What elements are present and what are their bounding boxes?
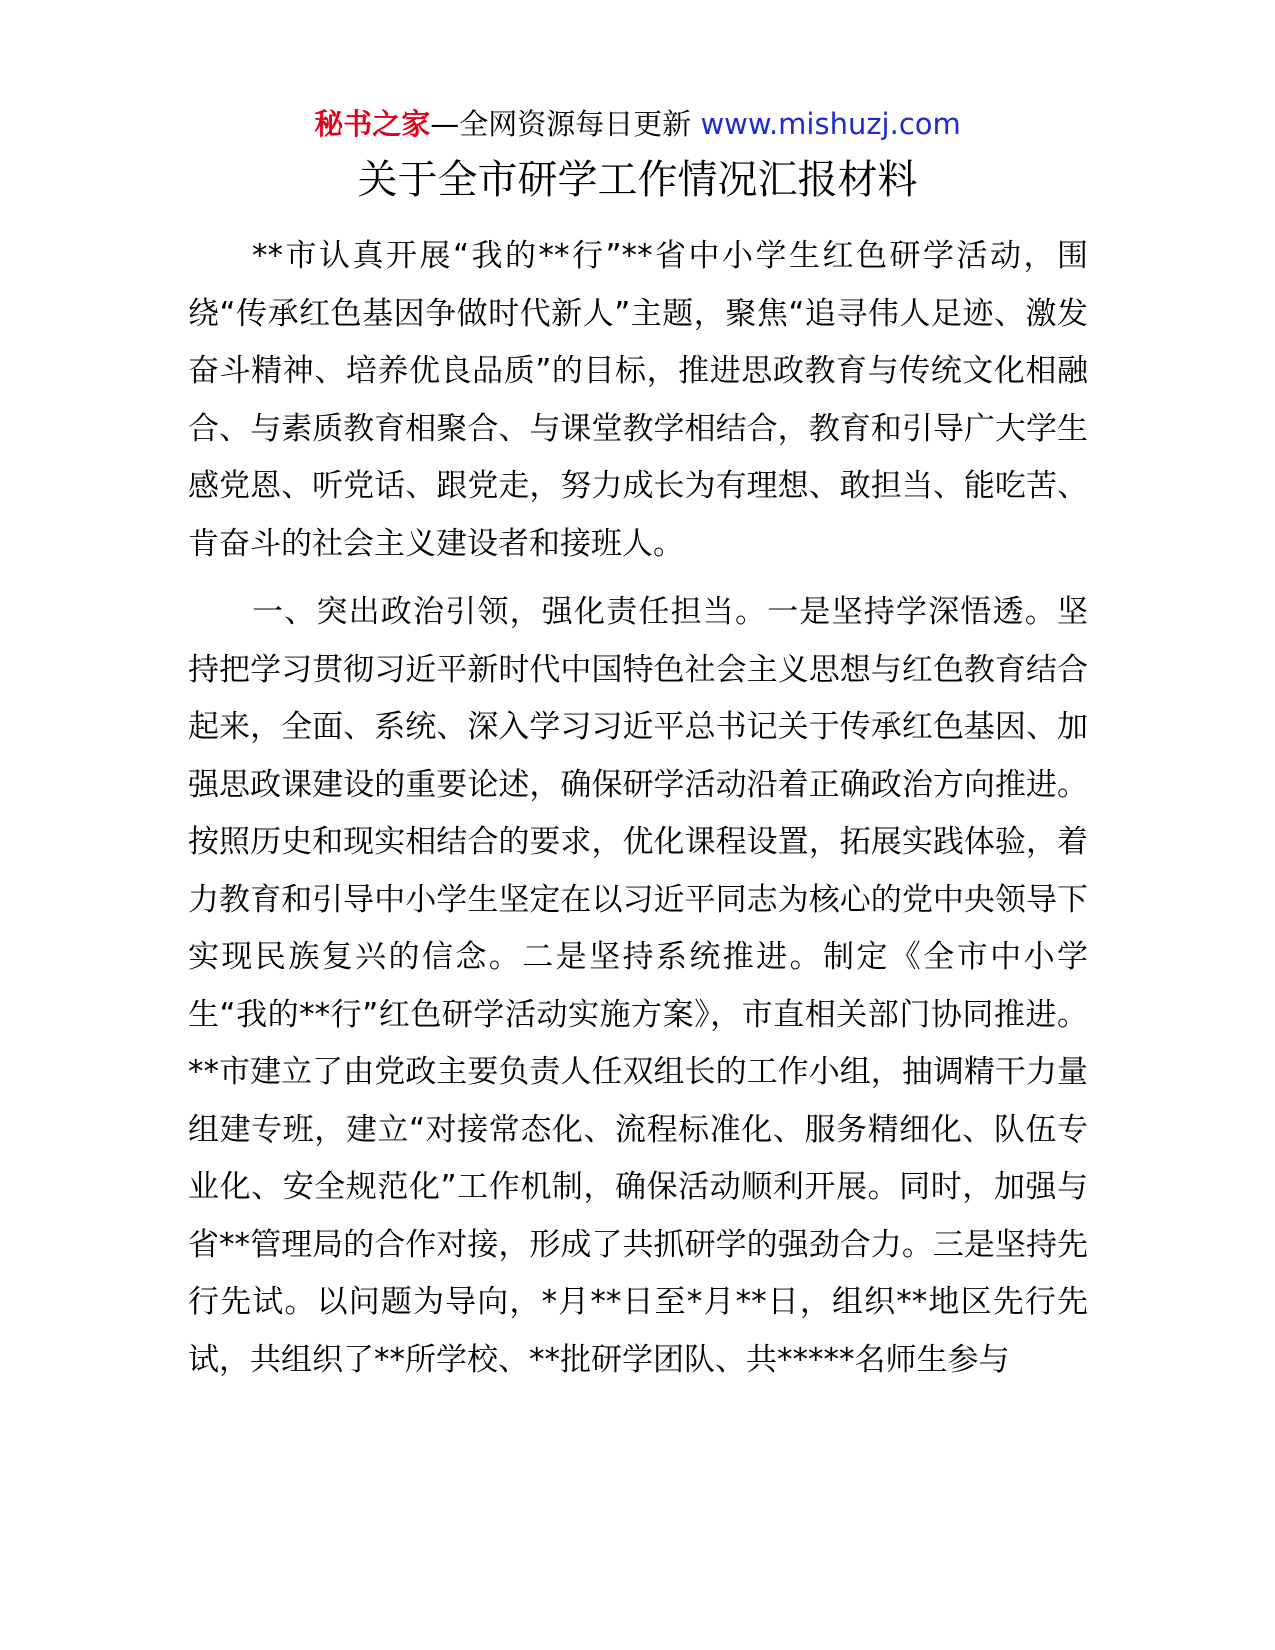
site-url-link[interactable]: www.mishuzj.com (700, 107, 961, 141)
document-body (188, 228, 1088, 1389)
section-one-paragraph: 一、突出政治引领，强化责任担当。一是坚持学深悟透。坚持把学习贯彻习近平新时代中国特色社会主义思想与红色教育结合起来，全面、系统、深入学习习近平总书记关于传承红色基因、加强思政课建设的重要论述，确保研学活动沿着正确政治方向推进。按照历史和现实相结合的要求，优化课程设置，拓展实践体验，着力教育和引导中小学生坚定在以习近平同志为核心的党中央领导下实现民族复兴的信念。二是坚持系统推进。制定《全市中小学生“我的**行”红色研学活动实施方案》，市直相关部门协同推进。**市建立了由党政主要负责人任双组长的工作小组，抽调精干力量组建专班，建立“对接常态化、流程标准化、服务精细化、队伍专业化、安全规范化”工作机制，确保活动顺利开展。同时，加强与省**管理局的合作对接，形成了共抓研学的强劲合力。三是坚持先行先试。以问题为导向，*月**日至*月**日，组织**地区先行先试，共组织了**所学校、**批研学团队、共*****名师生参与 (188, 594, 1088, 1378)
brand-name: 秘书之家 (314, 107, 431, 141)
site-header (0, 104, 1275, 144)
header-tagline: —全网资源每日更新 (430, 107, 701, 141)
document-title: 关于全市研学工作情况汇报材料 (357, 157, 918, 203)
intro-paragraph: **市认真开展“我的**行”**省中小学生红色研学活动，围绕“传承红色基因争做时代新人”主题，聚焦“追寻伟人足迹、激发奋斗精神、培养优良品质”的目标，推进思政教育与传统文化相融合、与素质教育相聚合、与课堂教学相结合，教育和引导广大学生感党恩、听党话、跟党走，努力成长为有理想、敢担当、能吃苦、肯奋斗的社会主义建设者和接班人。 (188, 238, 1088, 562)
